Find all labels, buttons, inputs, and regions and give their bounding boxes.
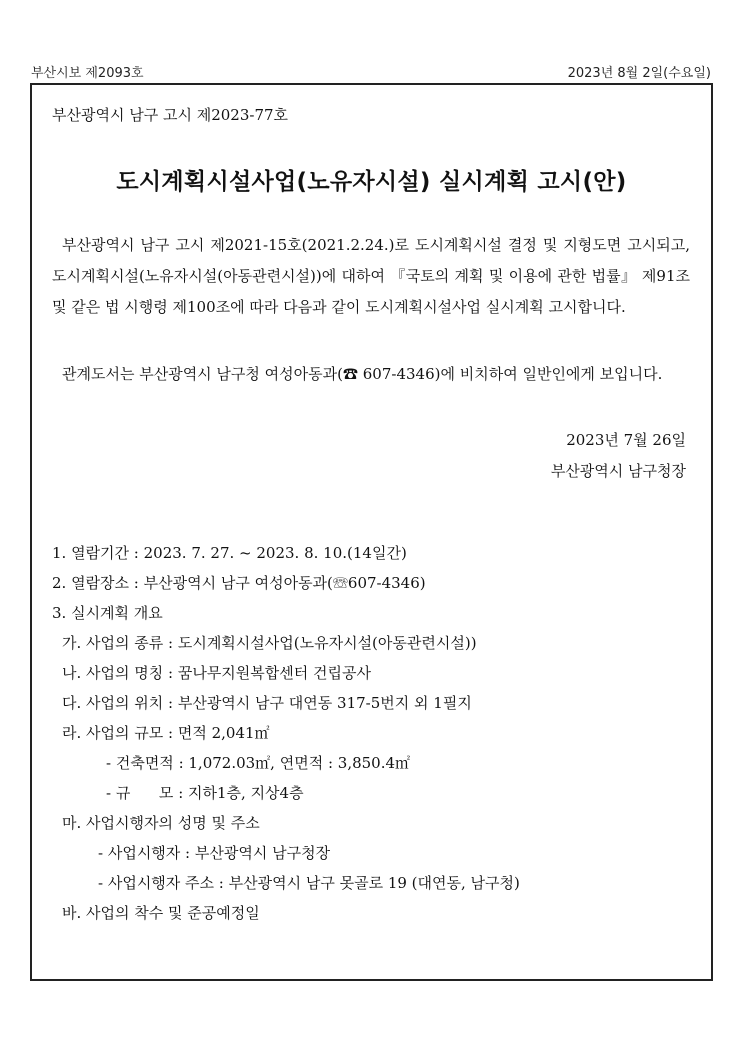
notice-number: 부산광역시 남구 고시 제2023-77호 xyxy=(52,106,289,124)
list-item-project-scale: 라. 사업의 규모 : 면적 2,041㎡ xyxy=(62,724,270,742)
list-subitem-floors: - 규 모 : 지하1층, 지상4층 xyxy=(106,784,304,802)
list-item-plan-overview: 3. 실시계획 개요 xyxy=(52,604,163,622)
list-subitem-building-area: - 건축면적 : 1,072.03㎡, 연면적 : 3,850.4㎡ xyxy=(106,754,411,772)
notice-title: 도시계획시설사업(노유자시설) 실시계획 고시(안) xyxy=(116,169,627,195)
list-item-viewing-period: 1. 열람기간 : 2023. 7. 27. ~ 2023. 8. 10.(14일간) xyxy=(52,544,407,562)
publication-header: 부산시보 제2093호 xyxy=(31,66,144,81)
list-subitem-operator-address: - 사업시행자 주소 : 부산광역시 남구 못골로 19 (대연동, 남구청) xyxy=(98,874,520,892)
publication-date: 2023년 8월 2일(수요일) xyxy=(567,66,711,81)
list-item-project-location: 다. 사업의 위치 : 부산광역시 남구 대연동 317-5번지 외 1필지 xyxy=(62,694,472,712)
list-item-project-name: 나. 사업의 명칭 : 꿈나무지원복합센터 건립공사 xyxy=(62,664,371,682)
list-item-operator: 마. 사업시행자의 성명 및 주소 xyxy=(62,814,260,832)
list-item-viewing-place: 2. 열람장소 : 부산광역시 남구 여성아동과(☏607-4346) xyxy=(52,574,426,592)
notice-date: 2023년 7월 26일 xyxy=(566,431,686,449)
list-subitem-operator-name: - 사업시행자 : 부산광역시 남구청장 xyxy=(98,844,331,862)
notice-issuer: 부산광역시 남구청장 xyxy=(550,462,686,480)
notice-paragraph-1: 부산광역시 남구 고시 제2021-15호(2021.2.24.)로 도시계획시설 결정 및 지형도면 고시되고, 도시계획시설(노유자시설(아동관련시설))에 대하여 『국토의 계획 및 이용에 관한 법률』 제91조 및 같은 법 시행령 제100조에 따라 다음과 같이 도시계획시설사업 실시계획 고시합니다. xyxy=(52,236,690,316)
notice-paragraph-2: 관계도서는 부산광역시 남구청 여성아동과(☎ 607-4346)에 비치하여 일반인에게 보입니다. xyxy=(62,365,663,383)
list-item-project-type: 가. 사업의 종류 : 도시계획시설사업(노유자시설(아동관련시설)) xyxy=(62,634,477,652)
list-item-schedule: 바. 사업의 착수 및 준공예정일 xyxy=(62,904,260,922)
